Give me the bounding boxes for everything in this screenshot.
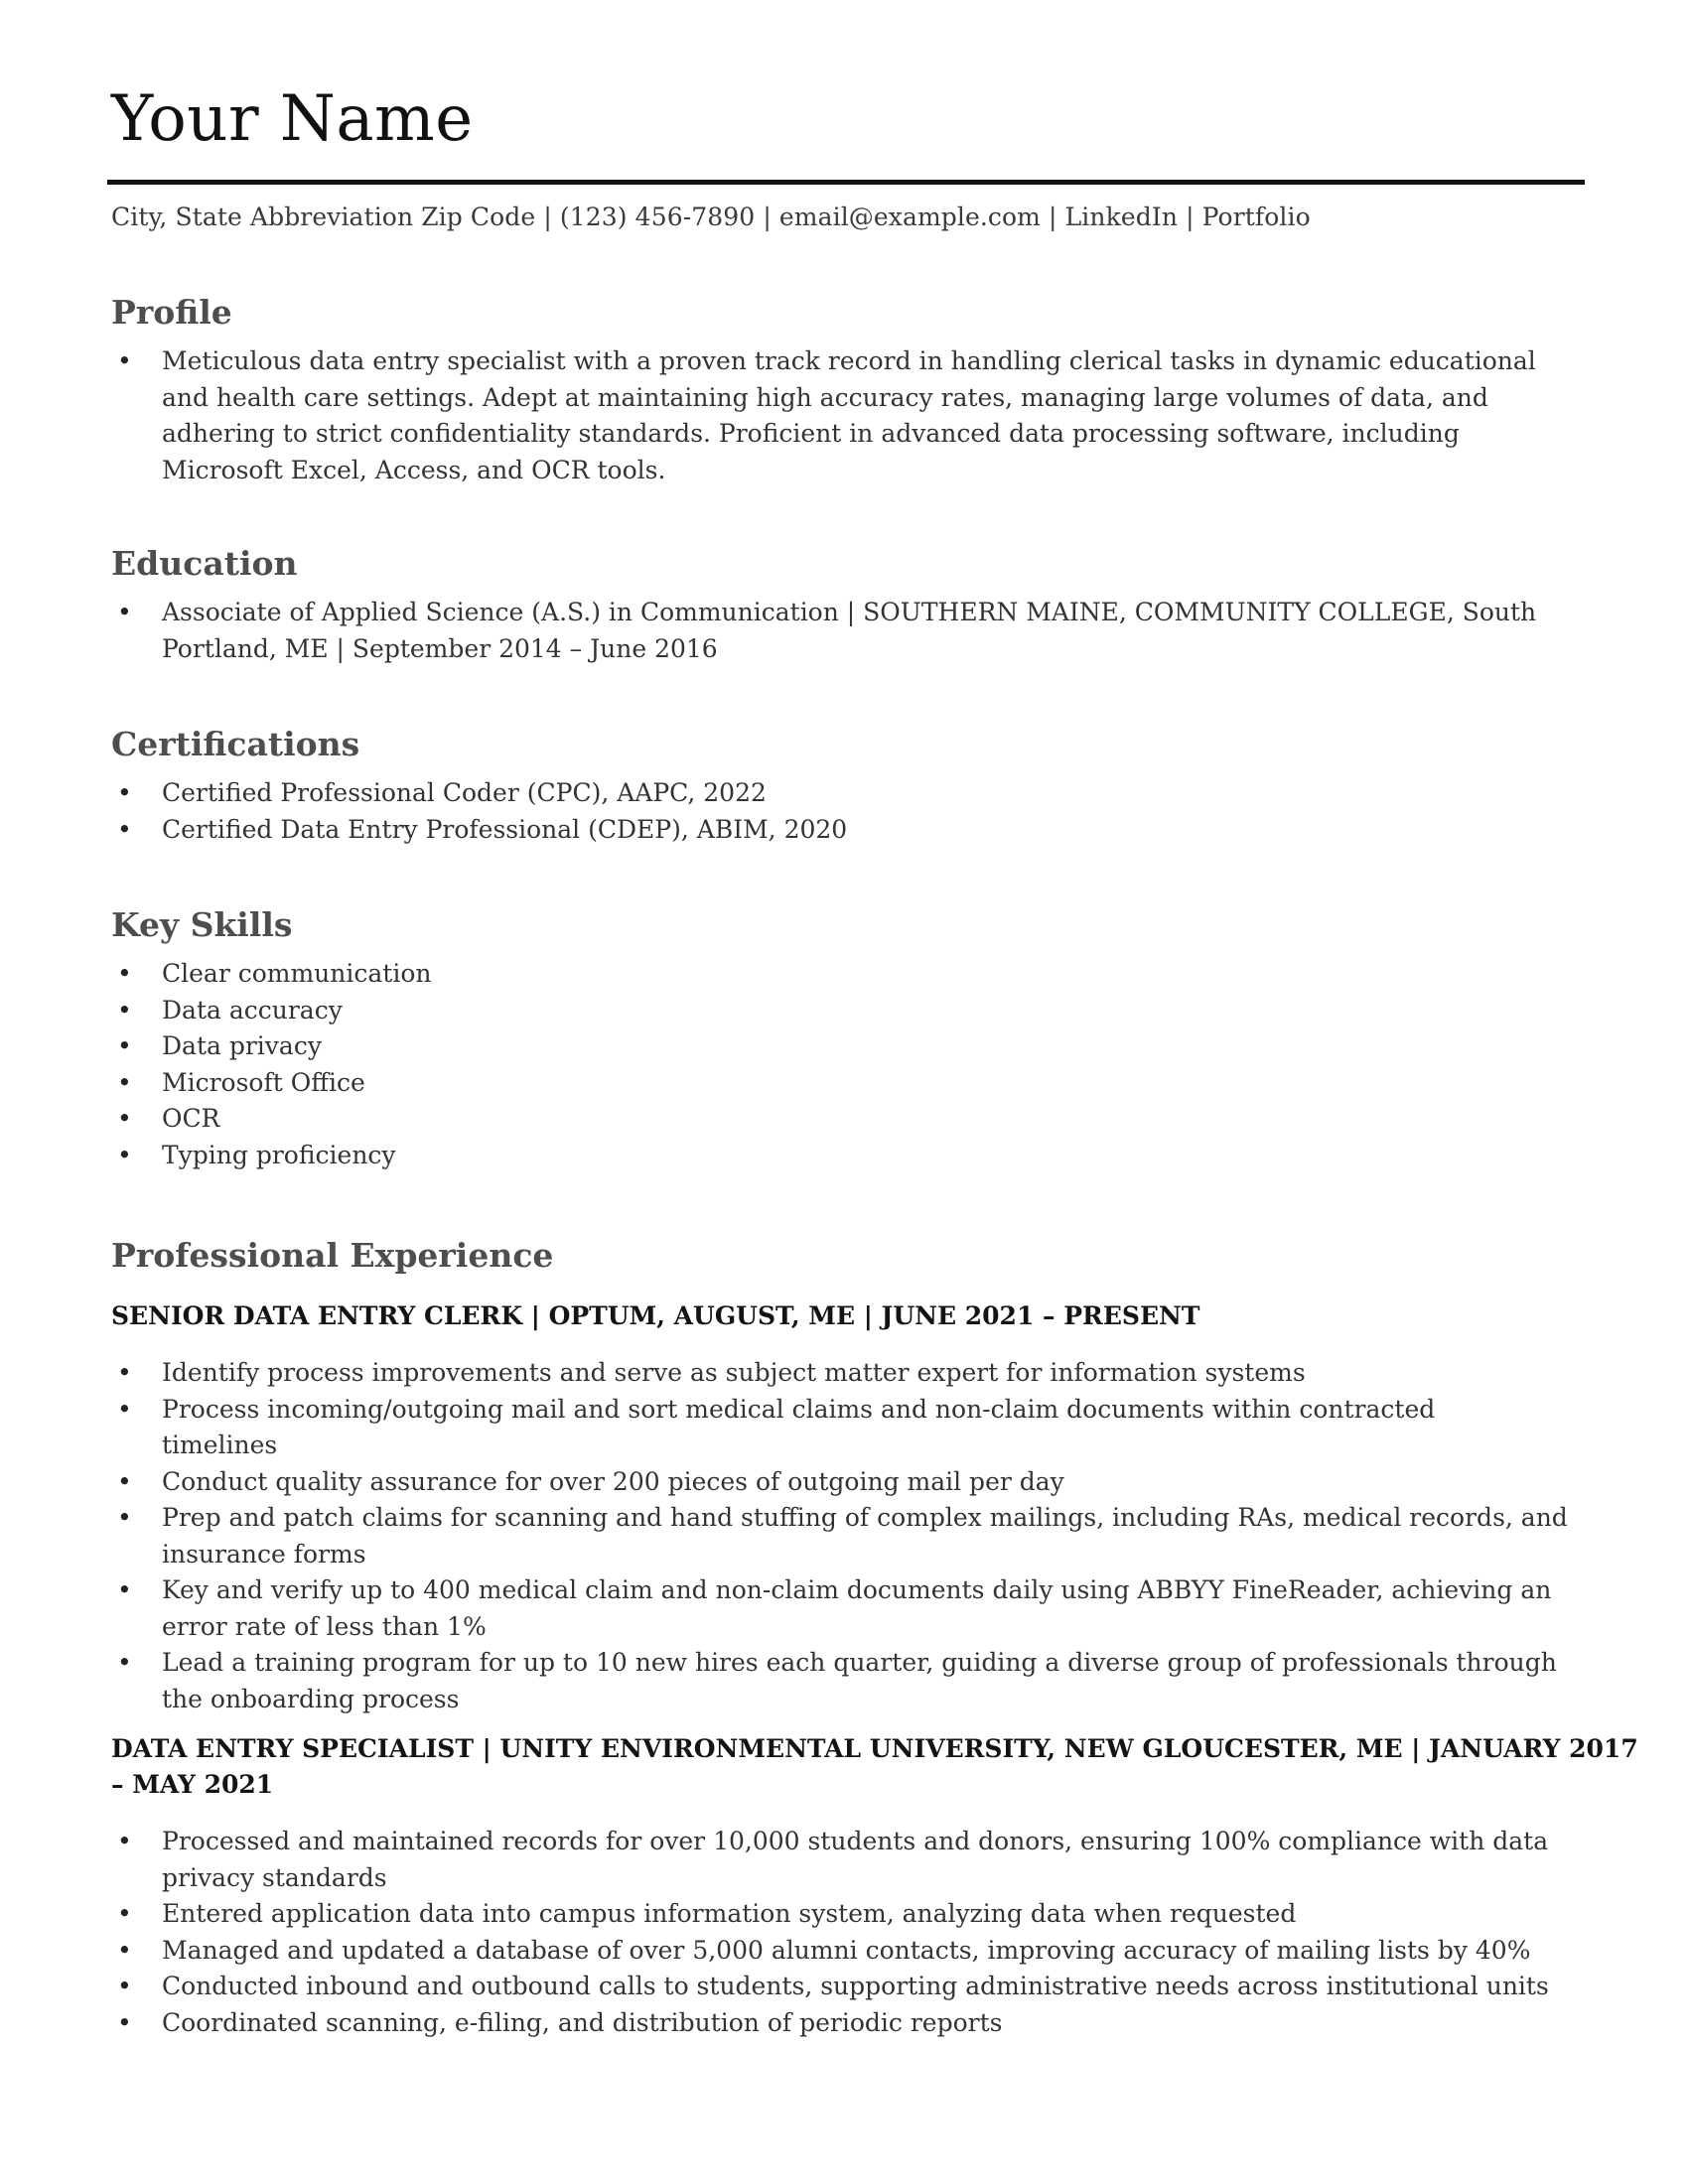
job-bullet-line: Managed and updated a database of over 5,000 alumni contacts, improving accuracy of mailing lists by 40% bbox=[162, 1935, 1531, 1965]
job-bullet-line: Entered application data into campus information system, analyzing data when requested bbox=[162, 1899, 1297, 1928]
skills-list bbox=[111, 956, 1589, 1173]
profile-line: Microsoft Excel, Access, and OCR tools. bbox=[162, 455, 666, 484]
bullet-glyph: • bbox=[117, 1899, 132, 1928]
section-title-certifications: Certifications bbox=[111, 725, 360, 763]
contact-line: City, State Abbreviation Zip Code | (123) 456-7890 | email@example.com | LinkedIn | Portfolio bbox=[111, 203, 1311, 231]
job-bullet-line: the onboarding process bbox=[162, 1684, 460, 1713]
skill-text: Clear communication bbox=[162, 959, 432, 988]
education-list bbox=[111, 595, 1589, 667]
education-line: Associate of Applied Science (A.S.) in Communication | SOUTHERN MAINE, COMMUNITY COLLEGE, South bbox=[162, 598, 1537, 626]
skill-item bbox=[111, 1065, 1589, 1102]
skill-text: Data accuracy bbox=[162, 995, 343, 1024]
job-bullet bbox=[111, 1824, 1589, 1896]
job-bullets bbox=[111, 1824, 1589, 2041]
certifications-list bbox=[111, 775, 1589, 848]
job-title bbox=[111, 1731, 1638, 1803]
certification-item bbox=[111, 775, 1589, 812]
bullet-glyph: • bbox=[117, 1972, 132, 2000]
bullet-glyph: • bbox=[117, 598, 132, 626]
job-bullet-line: timelines bbox=[162, 1431, 278, 1459]
profile-line: adhering to strict confidentiality standards. Proficient in advanced data processing software, including bbox=[162, 419, 1460, 448]
job-bullet-line: Process incoming/outgoing mail and sort medical claims and non-claim documents within contracted bbox=[162, 1394, 1436, 1424]
profile-line: Meticulous data entry specialist with a proven track record in handling clerical tasks in dynamic educational bbox=[162, 346, 1536, 375]
skill-text: Microsoft Office bbox=[162, 1067, 365, 1097]
job-bullet-line: error rate of less than 1% bbox=[162, 1611, 487, 1641]
job-bullet bbox=[111, 1500, 1589, 1572]
job-bullet bbox=[111, 1355, 1589, 1392]
job-bullet bbox=[111, 2005, 1589, 2042]
bullet-glyph: • bbox=[117, 1503, 132, 1532]
skill-item bbox=[111, 1138, 1589, 1174]
job-bullet bbox=[111, 1392, 1589, 1464]
job-bullet-line: Processed and maintained records for over 10,000 students and donors, ensuring 100% compliance with data bbox=[162, 1827, 1549, 1855]
job-bullet bbox=[111, 1933, 1589, 1970]
education-item bbox=[111, 595, 1589, 667]
skill-text: Typing proficiency bbox=[162, 1140, 396, 1169]
job-bullet bbox=[111, 1896, 1589, 1933]
job-bullet-line: Coordinated scanning, e-filing, and distribution of periodic reports bbox=[162, 2007, 1003, 2037]
bullet-glyph: • bbox=[117, 1648, 132, 1677]
bullet-glyph: • bbox=[117, 778, 132, 807]
job-title-line: SENIOR DATA ENTRY CLERK | OPTUM, AUGUST, ME | JUNE 2021 – PRESENT bbox=[111, 1301, 1200, 1330]
bullet-glyph: • bbox=[117, 1935, 132, 1965]
skill-item bbox=[111, 956, 1589, 993]
bullet-glyph: • bbox=[117, 959, 132, 988]
section-title-education: Education bbox=[111, 544, 298, 583]
bullet-glyph: • bbox=[117, 1827, 132, 1855]
job-title-line: – MAY 2021 bbox=[111, 1770, 274, 1799]
job-bullet-line: insurance forms bbox=[162, 1539, 366, 1569]
certification-item bbox=[111, 812, 1589, 849]
job-bullet bbox=[111, 1572, 1589, 1645]
section-title-skills: Key Skills bbox=[111, 905, 293, 944]
profile-item bbox=[111, 343, 1589, 488]
certification-text: Certified Professional Coder (CPC), AAPC, 2022 bbox=[162, 778, 767, 807]
job-bullet bbox=[111, 1645, 1589, 1717]
job-bullet bbox=[111, 1969, 1589, 2005]
skill-item bbox=[111, 1101, 1589, 1138]
skill-item bbox=[111, 1028, 1589, 1065]
bullet-glyph: • bbox=[117, 814, 132, 844]
candidate-name: Your Name bbox=[111, 82, 474, 156]
job-title-line: DATA ENTRY SPECIALIST | UNITY ENVIRONMENTAL UNIVERSITY, NEW GLOUCESTER, ME | JANUARY 2017 bbox=[111, 1734, 1638, 1763]
profile-line: and health care settings. Adept at maintaining high accuracy rates, managing large volumes of data, and bbox=[162, 382, 1488, 412]
job-bullet-line: Identify process improvements and serve as subject matter expert for information systems bbox=[162, 1358, 1306, 1387]
bullet-glyph: • bbox=[117, 995, 132, 1024]
job-bullet-line: Key and verify up to 400 medical claim and non-claim documents daily using ABBYY FineReader, achieving an bbox=[162, 1575, 1552, 1604]
section-title-experience: Professional Experience bbox=[111, 1236, 554, 1275]
bullet-glyph: • bbox=[117, 346, 132, 375]
job-bullet bbox=[111, 1464, 1589, 1501]
bullet-glyph: • bbox=[117, 1466, 132, 1496]
skill-text: OCR bbox=[162, 1104, 220, 1133]
bullet-glyph: • bbox=[117, 1394, 132, 1424]
bullet-glyph: • bbox=[117, 1031, 132, 1060]
education-line: Portland, ME | September 2014 – June 2016 bbox=[162, 633, 718, 663]
bullet-glyph: • bbox=[117, 1575, 132, 1604]
bullet-glyph: • bbox=[117, 1104, 132, 1133]
section-title-profile: Profile bbox=[111, 293, 232, 332]
job-bullet-line: Lead a training program for up to 10 new hires each quarter, guiding a diverse group of professionals through bbox=[162, 1648, 1557, 1677]
bullet-glyph: • bbox=[117, 1358, 132, 1387]
header-divider bbox=[107, 180, 1585, 185]
job-bullet-line: privacy standards bbox=[162, 1862, 387, 1892]
skill-item bbox=[111, 993, 1589, 1029]
job-bullet-line: Prep and patch claims for scanning and hand stuffing of complex mailings, including RAs, medical records, and bbox=[162, 1503, 1568, 1532]
bullet-glyph: • bbox=[117, 2007, 132, 2037]
job-bullet-line: Conducted inbound and outbound calls to students, supporting administrative needs across institutional units bbox=[162, 1972, 1549, 2000]
job-bullets bbox=[111, 1355, 1589, 1717]
skill-text: Data privacy bbox=[162, 1031, 322, 1060]
profile-list bbox=[111, 343, 1589, 488]
bullet-glyph: • bbox=[117, 1140, 132, 1169]
job-title bbox=[111, 1298, 1199, 1334]
bullet-glyph: • bbox=[117, 1067, 132, 1097]
job-bullet-line: Conduct quality assurance for over 200 pieces of outgoing mail per day bbox=[162, 1466, 1064, 1496]
certification-text: Certified Data Entry Professional (CDEP), ABIM, 2020 bbox=[162, 814, 848, 844]
